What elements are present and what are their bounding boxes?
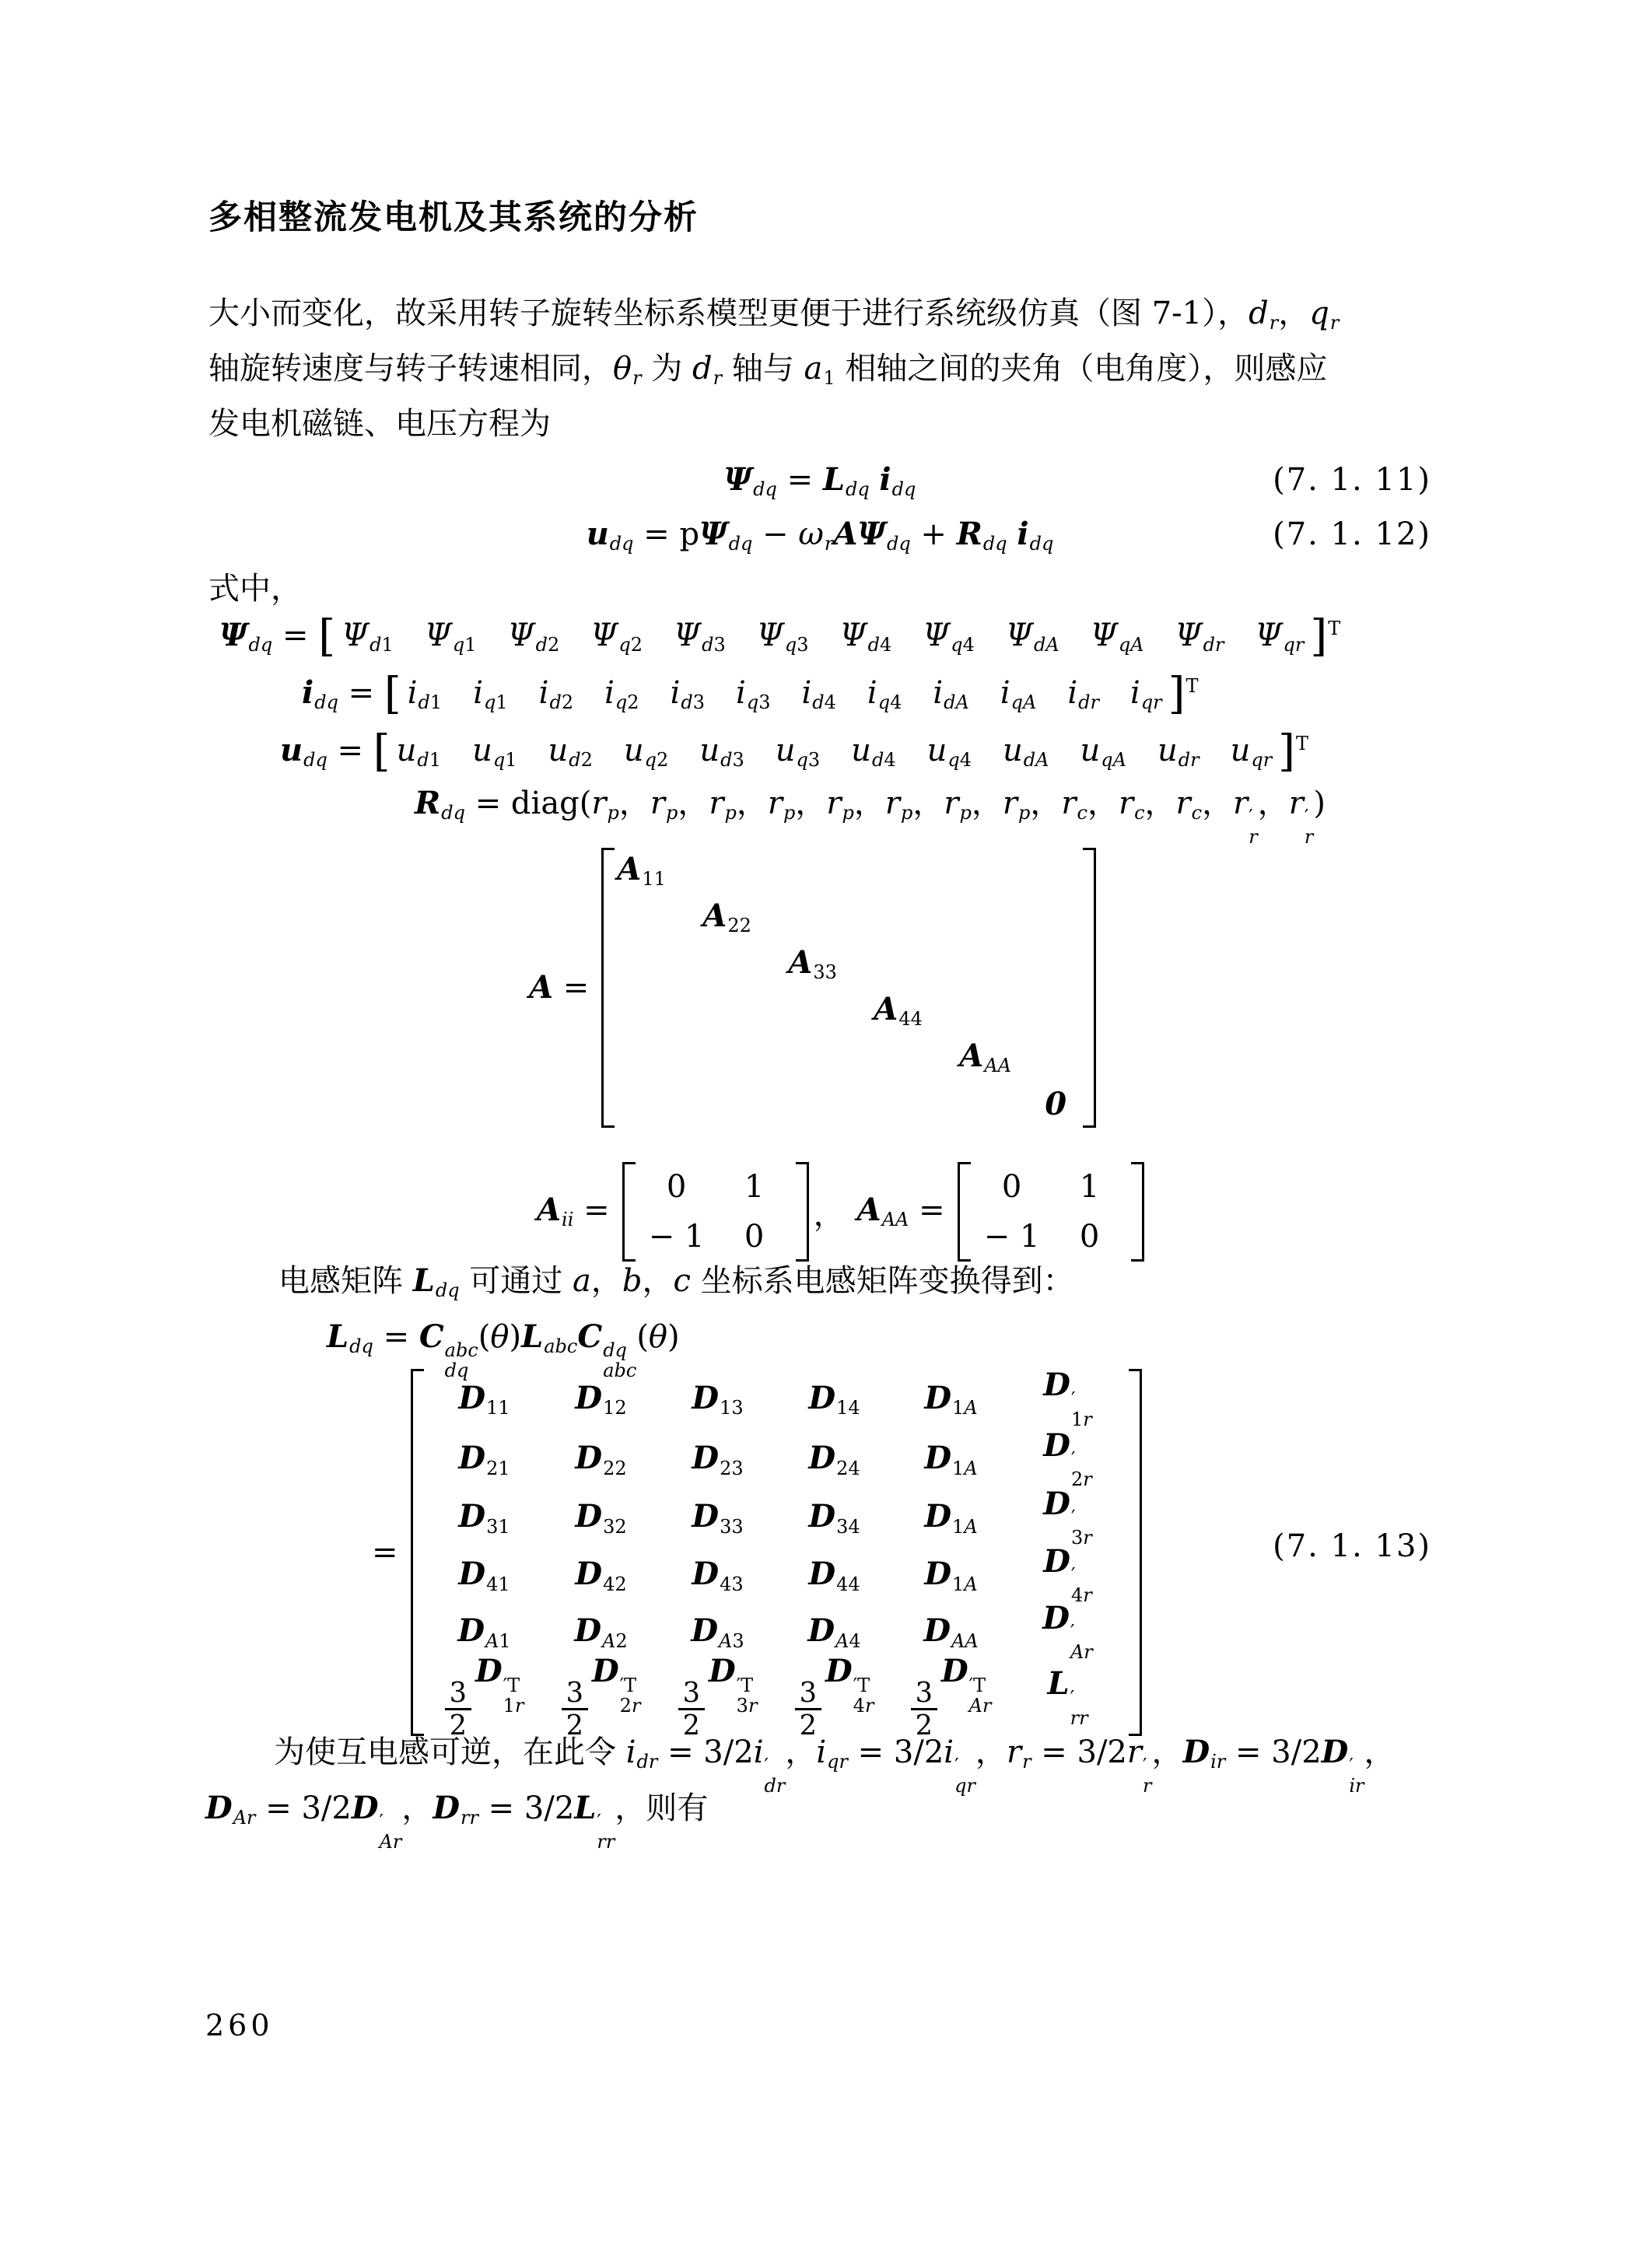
matrix-cell: 0 [1001, 1169, 1022, 1205]
matrix-cell: $\frac{3}{2}$ D ′T 1r [445, 1656, 524, 1741]
paragraph-line: 大小而变化，故采用转子旋转坐标系模型更便于进行系统级仿真（图 7-1），$d_r$，$q_r$ [208, 296, 1340, 334]
matrix-aii-grid [638, 1162, 793, 1262]
matrix-cell: $D_{44}$ [808, 1556, 860, 1595]
equation-7-1-11 [208, 455, 1431, 505]
matrix-cell: $A_{11}$ [617, 850, 666, 891]
equation-body: $\Psi_{dq} = L_{dq}$ $i_{dq}$ [723, 460, 916, 501]
resistance-diag-definition: $R_{dq}$ = $diag(r_p$，$r_p$，$r_p$，$r_p$，$r_p$，$r_p$，$r_p$，$r_p$，$r_c$，$r_c$，$r_c$，r ′ r ，r ′ r ) [415, 785, 1326, 849]
body-paragraph [208, 286, 1453, 452]
equation-7-1-12 [208, 507, 1431, 562]
matrix-cell: $\frac{3}{2}$ D ′T 3r [678, 1656, 758, 1741]
matrix-cell: $D_{14}$ [808, 1379, 860, 1419]
right-bracket [1131, 1162, 1144, 1262]
matrix-a-grid [617, 848, 1080, 1128]
matrix-aii-equation [537, 1162, 1144, 1262]
matrix-cell: $\frac{3}{2}$ D ′T 2r [562, 1656, 641, 1741]
matrix-cell: $\frac{3}{2}$ D ′T Ar [911, 1656, 992, 1741]
voltage-vector-definition: $u_{dq}$ = [ $u_{d1}$ $u_{q1}$ $u_{d2}$ $u_{q2}$ $u_{d3}$ $u_{q3}$ $u_{d4}$ $u_{q4}$ $u_{dA}$ $u_{qA}$ $u_{dr}$ $u_{qr}$ ]$^T$ [280, 726, 1309, 777]
paragraph-line: 轴旋转速度与转子转速相同，$\theta_r$ 为 $d_r$ 轴与 $a_1$ 相轴之间的夹角（电角度），则感应 [208, 351, 1328, 390]
matrix-a [601, 848, 1096, 1128]
matrix-cell: $D_{AA}$ [923, 1612, 979, 1652]
matrix-cell: L ′ rr [1047, 1665, 1088, 1729]
closing-line-2: $D_{Ar} = 3/2D$ ′ Ar ，$D_{rr} = 3/2L$ ′ rr ，则有 [205, 1790, 709, 1853]
matrix-cell: $D_{1A}$ [924, 1440, 978, 1479]
left-bracket [958, 1162, 971, 1262]
matrix-cell: D ′ 1r [1043, 1367, 1092, 1430]
matrix-aii-lhs: $A_{ii}$ = [537, 1191, 610, 1231]
equation-body: $u_{dq} = p\Psi_{dq} - \omega_rA\Psi_{dq} + R_{dq}$ $i_{dq}$ [586, 515, 1054, 555]
matrix-cell: D ′ 3r [1043, 1485, 1092, 1549]
equation-number: (7. 1. 11) [1273, 462, 1431, 498]
matrix-cell: $D_{31}$ [458, 1498, 510, 1538]
right-bracket [1083, 848, 1096, 1128]
matrix-cell: 0 [1045, 1086, 1067, 1122]
matrix-cell: $D_{34}$ [808, 1498, 860, 1538]
matrix-cell: $D_{43}$ [692, 1556, 744, 1595]
matrix-cell: D ′ 4r [1043, 1542, 1092, 1607]
separator-comma: ， [813, 1196, 845, 1233]
matrix-cell: D ′ 2r [1043, 1426, 1092, 1491]
matrix-cell: D ′ Ar [1042, 1599, 1093, 1664]
matrix-cell: 1 [744, 1169, 765, 1205]
matrix-cell: $D_{A4}$ [807, 1612, 861, 1652]
matrix-cell: $D_{13}$ [692, 1379, 744, 1419]
matrix-cell: $D_{24}$ [808, 1440, 860, 1479]
flux-vector-definition: $\Psi_{dq}$ = [ $\Psi_{d1}$ $\Psi_{q1}$ $\Psi_{d2}$ $\Psi_{q2}$ $\Psi_{d3}$ $\Psi_{q3}$ $\Psi_{d4}$ $\Psi_{q4}$ $\Psi_{dA}$ $\Psi_{qA}$ $\Psi_{dr}$ $\Psi_{qr}$ ]$^T$ [219, 611, 1341, 662]
matrix-cell: $\frac{3}{2}$ D ′T 4r [795, 1656, 874, 1741]
left-bracket [622, 1162, 636, 1262]
matrix-cell: $A_{44}$ [874, 990, 923, 1031]
matrix-a-equation [529, 848, 1096, 1128]
matrix-cell: $D_{1A}$ [924, 1498, 978, 1538]
matrix-cell: $D_{33}$ [692, 1498, 744, 1538]
right-bracket [796, 1162, 809, 1262]
equals-sign: = [372, 1535, 398, 1570]
inductance-text: 电感矩阵 $L_{dq}$ 可通过 a，b，c 坐标系电感矩阵变换得到： [278, 1262, 1074, 1302]
left-bracket [601, 848, 615, 1128]
matrix-cell: $D_{32}$ [575, 1498, 627, 1538]
page-number: 260 [205, 2008, 274, 2042]
matrix-cell: $A_{33}$ [788, 943, 837, 984]
matrix-cell: $D_{23}$ [692, 1440, 744, 1479]
paragraph-line: 发电机磁链、电压方程为 [208, 406, 551, 442]
matrix-cell: − 1 [983, 1219, 1040, 1255]
equation-7-1-13-number-row [208, 1515, 1431, 1577]
matrix-a-lhs: A = [529, 969, 590, 1006]
equation-number: (7. 1. 13) [1273, 1528, 1431, 1564]
matrix-aii [622, 1162, 809, 1262]
matrix-aaa-lhs: $A_{AA}$ = [856, 1191, 945, 1231]
running-header: 多相整流发电机及其系统的分析 [208, 198, 699, 237]
matrix-cell: $D_{22}$ [575, 1440, 627, 1479]
inductance-transform-equation: $L_{dq} = C$ abc dq $(\theta)L_{abc}C$ dq abc (θ) [327, 1318, 680, 1382]
matrix-aaa-grid [973, 1162, 1129, 1262]
matrix-cell: 0 [1079, 1219, 1100, 1255]
matrix-cell: $D_{12}$ [575, 1379, 627, 1419]
closing-line-1: 为使互电感可逆，在此令 $i_{dr} = 3/2i$ ′ dr ，$i_{qr} = 3/2i$ ′ qr ，$r_r = 3/2r$ ′ r ，$D_{ir} = 3/2D$ ′ ir ， [274, 1734, 1396, 1797]
matrix-cell: $A_{22}$ [702, 897, 751, 937]
matrix-cell: $D_{41}$ [458, 1556, 510, 1595]
where-label: 式中， [208, 571, 302, 607]
matrix-aaa [958, 1162, 1144, 1262]
matrix-cell: $A_{AA}$ [959, 1037, 1011, 1077]
equation-number: (7. 1. 12) [1273, 516, 1431, 552]
matrix-cell: $D_{11}$ [458, 1379, 510, 1419]
matrix-cell: $D_{A3}$ [691, 1612, 744, 1652]
matrix-cell: $D_{A2}$ [574, 1612, 628, 1652]
matrix-cell: $D_{1A}$ [924, 1556, 978, 1595]
matrix-cell: $D_{1A}$ [924, 1379, 978, 1419]
matrix-cell: $D_{42}$ [575, 1556, 627, 1595]
matrix-cell: $D_{21}$ [458, 1440, 510, 1479]
matrix-cell: 0 [744, 1219, 765, 1255]
current-vector-definition: $i_{dq}$ = [ $i_{d1}$ $i_{q1}$ $i_{d2}$ $i_{q2}$ $i_{d3}$ $i_{q3}$ $i_{d4}$ $i_{q4}$ $i_{dA}$ $i_{qA}$ $i_{dr}$ $i_{qr}$ ]$^T$ [302, 668, 1199, 719]
matrix-cell: $D_{A1}$ [457, 1612, 511, 1652]
matrix-cell: 0 [666, 1169, 687, 1205]
matrix-cell: − 1 [648, 1219, 705, 1255]
matrix-cell: 1 [1079, 1169, 1100, 1205]
